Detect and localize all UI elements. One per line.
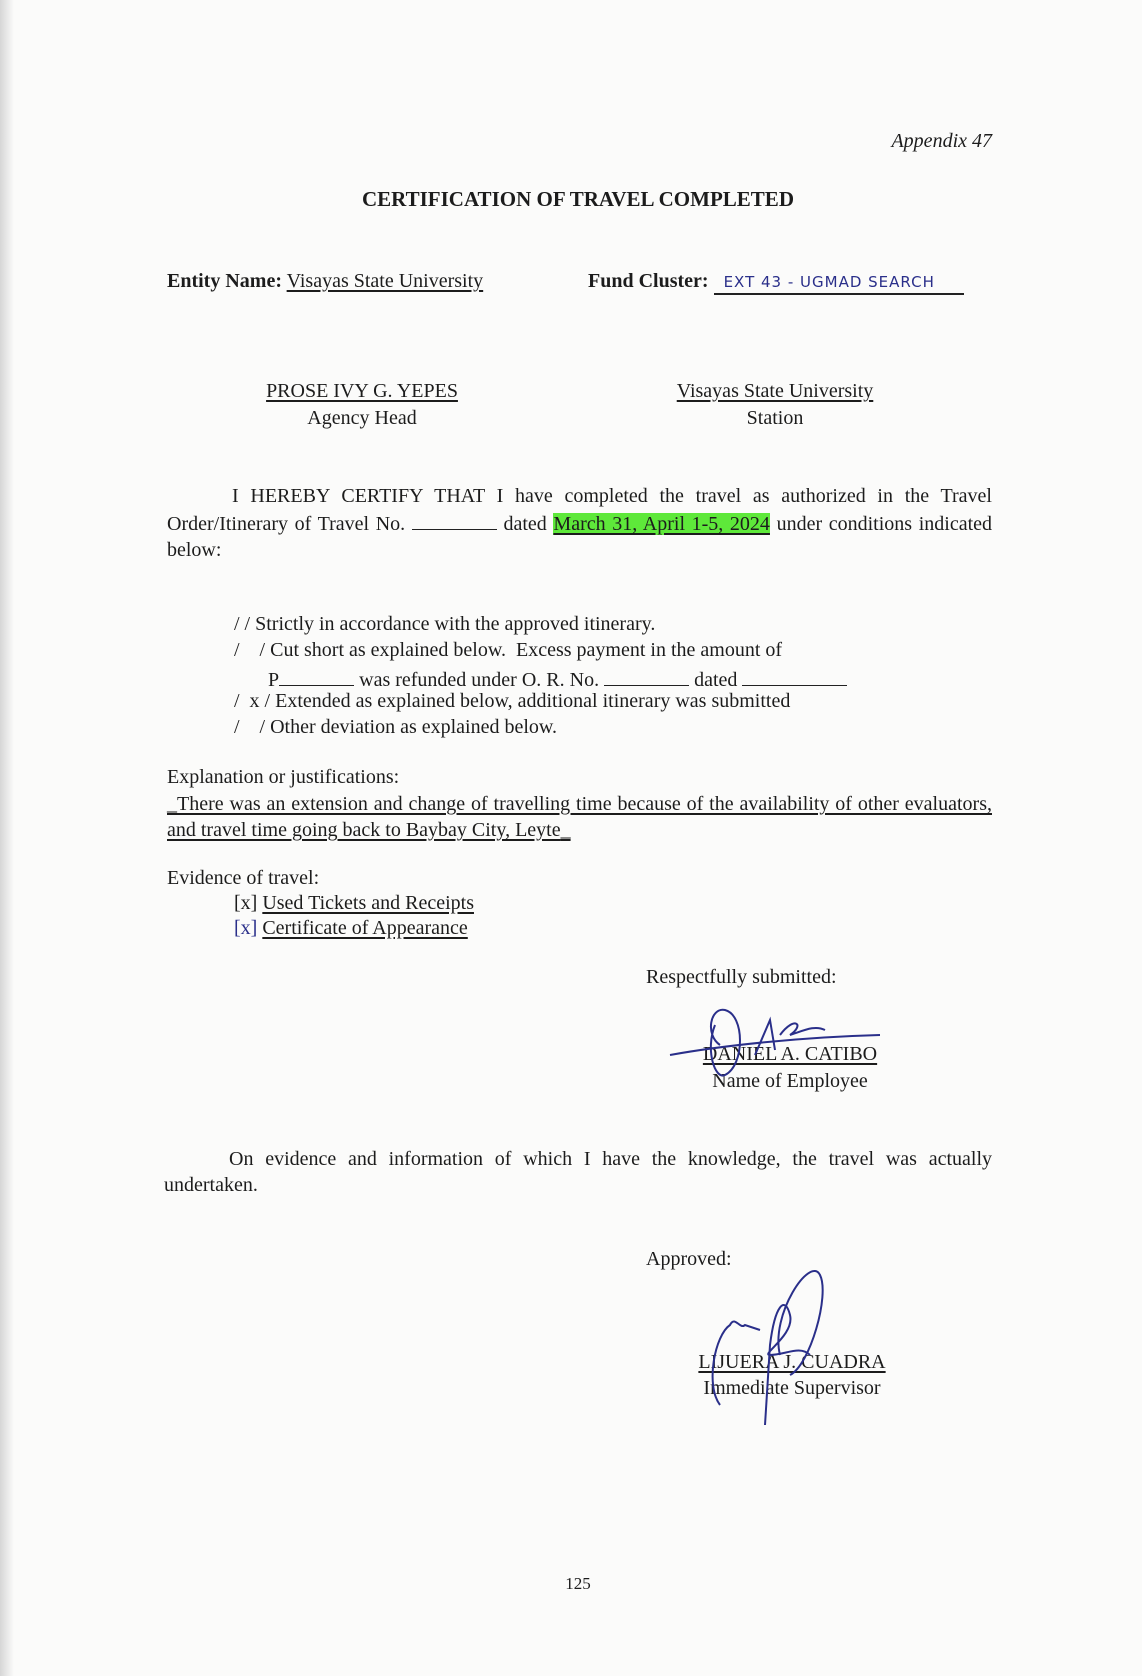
supervisor-name xyxy=(698,1351,885,1374)
employee-name xyxy=(703,1043,877,1066)
agency-head-role: Agency Head xyxy=(307,407,417,429)
evidence-label: Evidence of travel: xyxy=(167,867,320,889)
entity-name-value: Visayas State University xyxy=(286,270,484,292)
supervisor-signature xyxy=(700,1255,840,1430)
document-title: CERTIFICATION OF TRAVEL COMPLETED xyxy=(362,187,794,211)
evidence-item-label: Certificate of Appearance xyxy=(262,917,468,939)
refund-label: was refunded under O. R. No. xyxy=(359,669,600,691)
evidence-item-label: Used Tickets and Receipts xyxy=(262,892,474,914)
or-no-blank xyxy=(604,665,689,686)
evidence-item xyxy=(234,917,468,940)
evidence-item xyxy=(234,892,474,915)
respectfully-submitted-label: Respectfully submitted: xyxy=(646,966,837,988)
agency-head-name xyxy=(266,380,458,403)
employee-role: Name of Employee xyxy=(712,1070,868,1092)
station-name-text: Visayas State University xyxy=(676,380,874,402)
evidence-checkbox: [x] xyxy=(234,892,258,914)
employee-name-text: DANIEL A. CATIBO xyxy=(702,1043,878,1065)
page-number: 125 xyxy=(565,1574,591,1593)
entity-name-row xyxy=(167,270,483,293)
entity-name-label: Entity Name: xyxy=(167,270,282,292)
station-role: Station xyxy=(746,407,804,429)
fund-cluster-field xyxy=(714,270,964,295)
travel-no-blank xyxy=(412,509,497,530)
fund-cluster-row xyxy=(588,270,964,295)
explanation-label: Explanation or justifications: xyxy=(167,766,400,788)
approved-label: Approved: xyxy=(646,1248,732,1270)
travel-date-highlighted: March 31, April 1-5, 2024 xyxy=(553,513,770,535)
evidence-checkbox: [x] xyxy=(234,917,258,939)
certify-text-2: under conditions indicated below: xyxy=(167,513,993,561)
condition-other: / / Other deviation as explained below. xyxy=(234,716,558,738)
amount-blank xyxy=(279,665,354,686)
station-name xyxy=(677,380,874,403)
condition-cut-short: / / Cut short as explained below. Excess payment in the amount of xyxy=(234,639,783,661)
fund-cluster-label: Fund Cluster: xyxy=(588,270,709,292)
certification-paragraph xyxy=(167,483,992,563)
explanation-body: There was an extension and change of travelling time because of the availability of other evaluators, and travel time going back to Baybay City, Leyte xyxy=(167,793,992,841)
appendix-label: Appendix 47 xyxy=(891,130,992,152)
certify-text-1: I HEREBY CERTIFY THAT I have completed the travel as authorized in the Travel Order/Itinerary of Travel No. xyxy=(167,485,992,535)
refund-dated-label: dated xyxy=(694,669,738,691)
condition-extended: / x / Extended as explained below, additional itinerary was submitted xyxy=(234,690,791,712)
condition-strict: / / Strictly in accordance with the approved itinerary. xyxy=(234,613,656,635)
condition-refund-line xyxy=(268,665,847,692)
agency-head-name-text: PROSE IVY G. YEPES xyxy=(266,380,458,402)
explanation-text: _There was an extension and change of travelling time because of the availability of other evaluators, and travel time going back to Baybay City, Leyte_ xyxy=(167,793,992,841)
refund-date-blank xyxy=(742,665,847,686)
scan-edge-shadow xyxy=(0,0,14,1676)
supervisor-name-text: LIJUERA J. CUADRA xyxy=(698,1351,886,1373)
peso-sign: P xyxy=(268,669,280,691)
dated-label: dated xyxy=(503,513,547,535)
fund-cluster-value: EXT 43 - UGMAD SEARCH xyxy=(723,273,935,291)
supervisor-role: Immediate Supervisor xyxy=(703,1377,881,1399)
attestation-paragraph: On evidence and information of which I have the knowledge, the travel was actually undertaken. xyxy=(164,1148,992,1196)
